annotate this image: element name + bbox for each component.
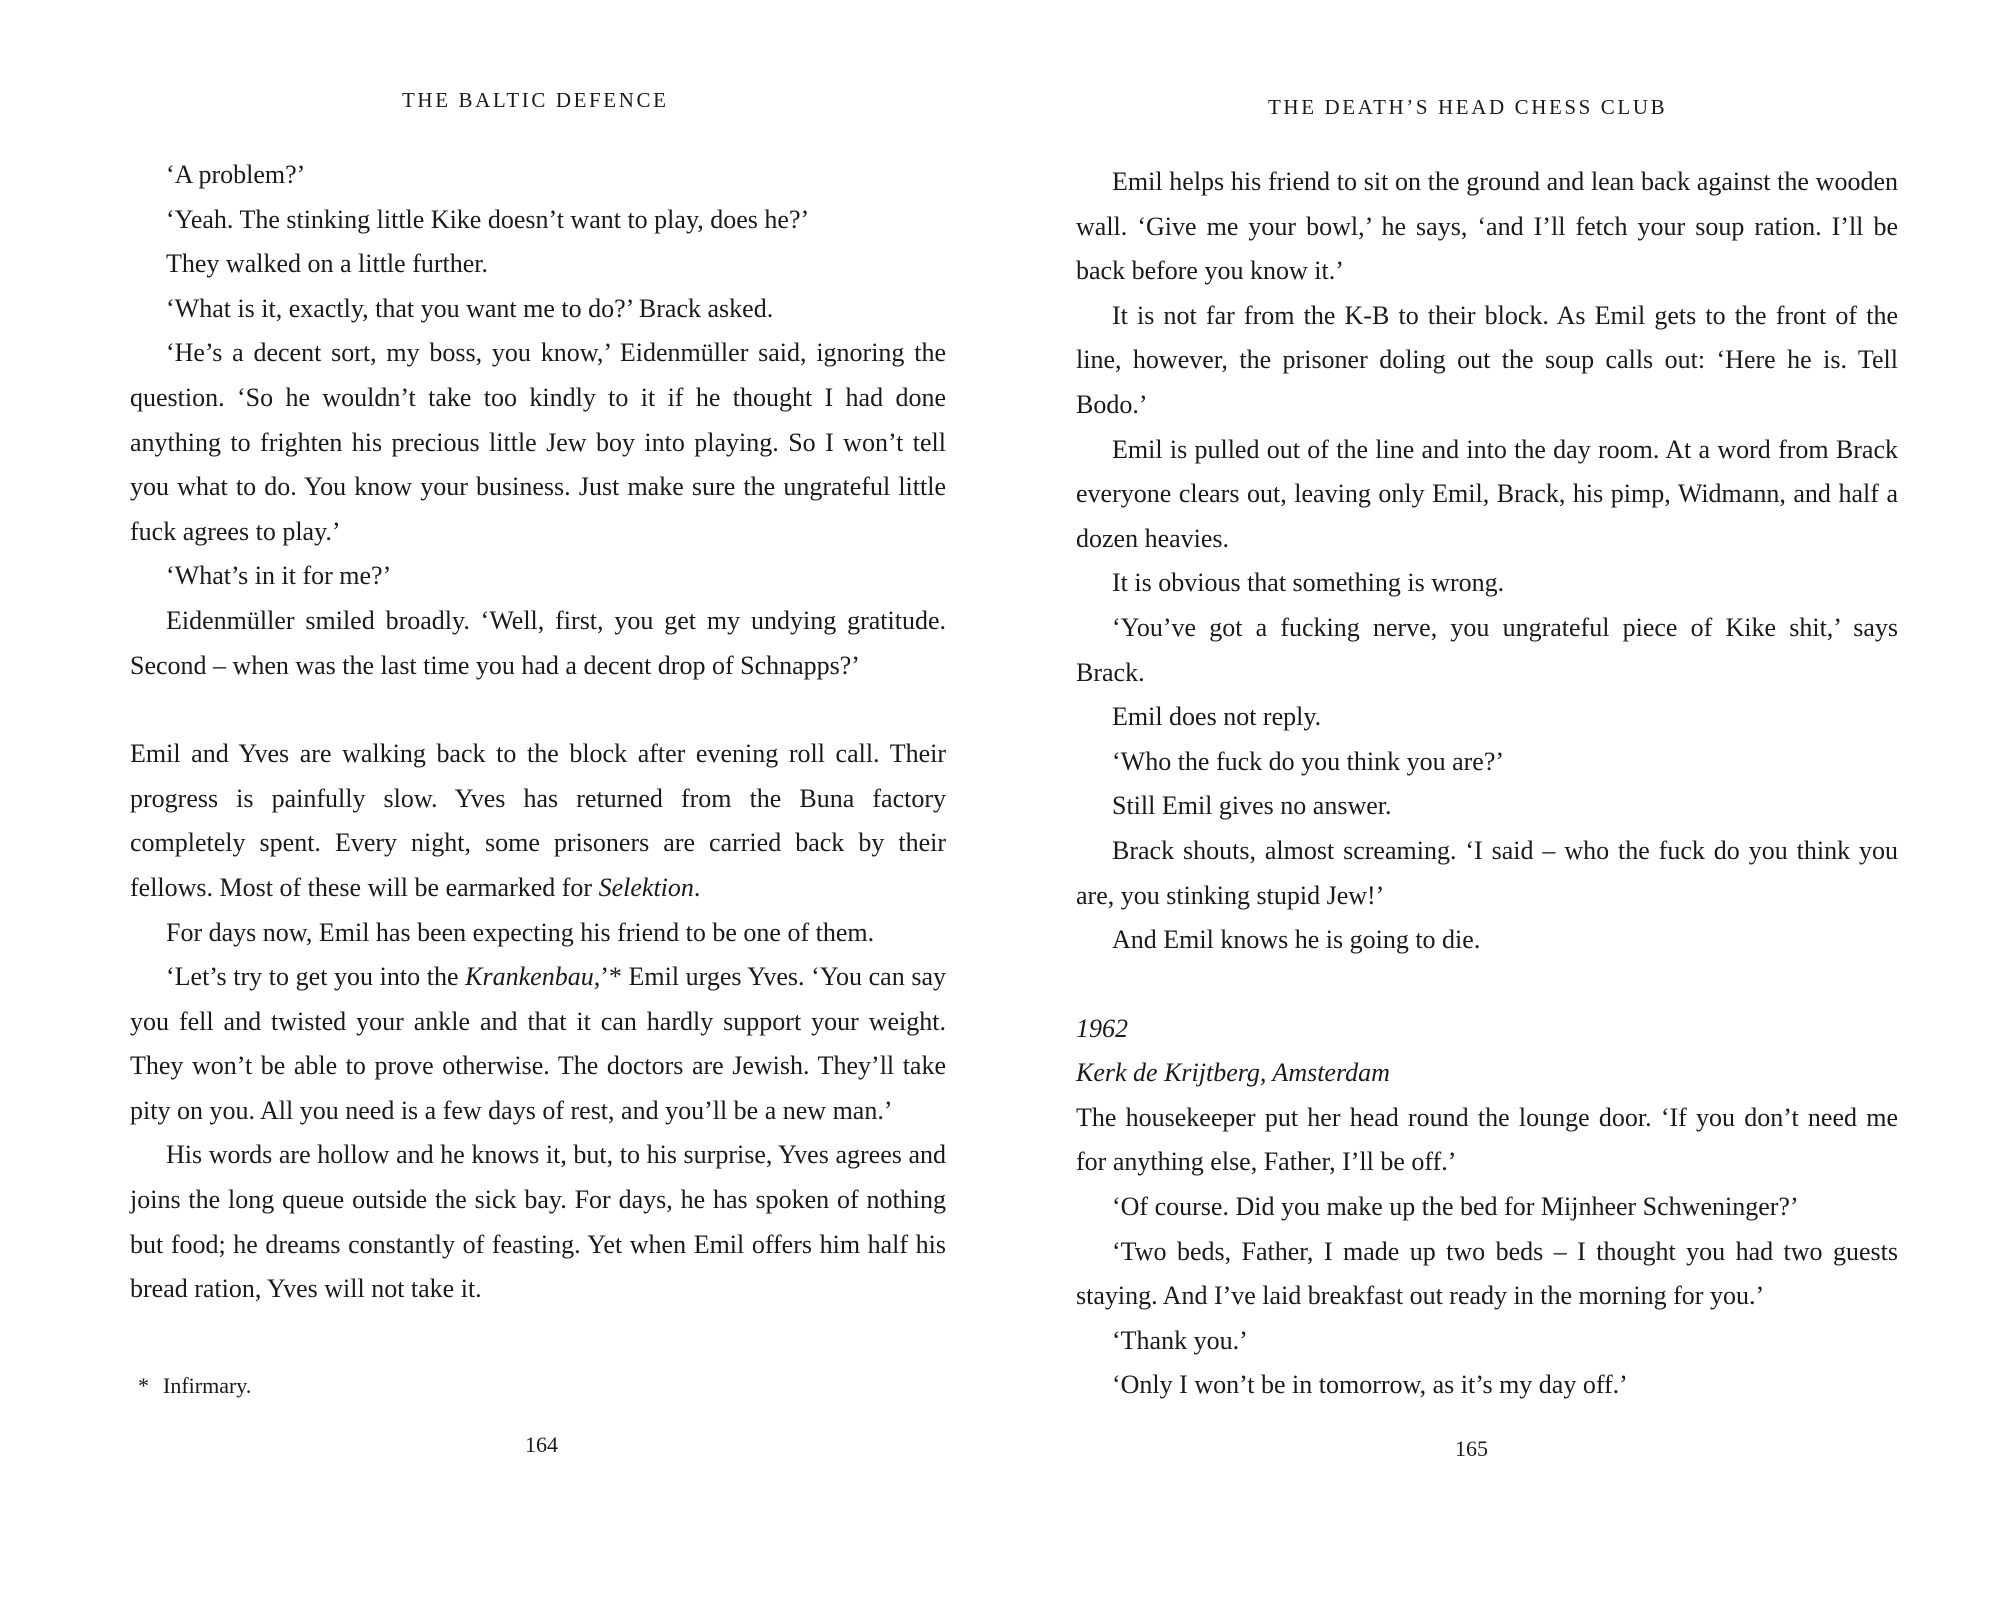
- paragraph: Emil is pulled out of the line and into the day room. At a word from Brack everyone clears out, leaving only Emil, Brack, his pimp, Widmann, and half a dozen heavies.: [1076, 434, 1898, 553]
- section-break: [130, 688, 946, 732]
- paragraph: Eidenmüller smiled broadly. ‘Well, first, you get my undying gratitude. Second – when was the last time you had a decent drop of Schnapps?’: [130, 605, 946, 680]
- paragraph: ‘Who the fuck do you think you are?’: [1112, 746, 1505, 776]
- right-page-text: [1076, 160, 1898, 1408]
- paragraph: His words are hollow and he knows it, but, to his surprise, Yves agrees and joins the long queue outside the sick bay. For days, he has spoken of nothing but food; he dreams constantly of feasting. Yet when Emil offers him half his bread ration, Yves will not take it.: [130, 1140, 946, 1304]
- paragraph: Emil helps his friend to sit on the ground and lean back against the wooden wall. ‘Give me your bowl,’ he says, ‘and I’ll fetch your soup ration. I’ll be back before you know it.’: [1076, 167, 1898, 286]
- paragraph: ‘Of course. Did you make up the bed for Mijnheer Schweninger?’: [1112, 1192, 1799, 1222]
- paragraph: ‘What is it, exactly, that you want me to do?’ Brack asked.: [166, 293, 774, 323]
- paragraph: And Emil knows he is going to die.: [1112, 925, 1481, 955]
- paragraph: Still Emil gives no answer.: [1112, 791, 1392, 821]
- right-page: [1000, 0, 2000, 1616]
- paragraph: Brack shouts, almost screaming. ‘I said – who the fuck do you think you are, you stinking stupid Jew!’: [1076, 835, 1898, 910]
- paragraph: ‘He’s a decent sort, my boss, you know,’ Eidenmüller said, ignoring the question. ‘So he wouldn’t take too kindly to it if he thought I had done anything to frighten his precious little Jew boy into playing. So I won’t tell you what to do. You know your business. Just make sure the ungrateful little fuck agrees to play.’: [130, 338, 946, 546]
- paragraph: It is obvious that something is wrong.: [1112, 568, 1505, 598]
- page-number-left: 164: [525, 1432, 558, 1457]
- paragraph: ‘Let’s try to get you into the Krankenbau,’* Emil urges Yves. ‘You can say you fell and twisted your ankle and that it can hardly support your weight. They won’t be able to prove otherwise. The doctors are Jewish. They’ll take pity on you. All you need is a few days of rest, and you’ll be a new man.’: [130, 962, 946, 1125]
- paragraph: Emil does not reply.: [1112, 702, 1322, 732]
- dateline: 1962: [1076, 1013, 1128, 1043]
- page-number-right: 165: [1455, 1436, 1488, 1461]
- paragraph: They walked on a little further.: [166, 249, 489, 279]
- running-head-right: THE DEATH’S HEAD CHESS CLUB: [1268, 95, 1668, 119]
- paragraph: It is not far from the K-B to their block. As Emil gets to the front of the line, however, the prisoner doling out the soup calls out: ‘Here he is. Tell Bodo.’: [1076, 300, 1898, 419]
- paragraph: ‘Two beds, Father, I made up two beds – I thought you had two guests staying. And I’ve laid breakfast out ready in the morning for you.’: [1076, 1236, 1898, 1311]
- section-break: [1076, 963, 1898, 1007]
- footnote-text: Infirmary.: [163, 1373, 252, 1398]
- footnote-mark: *: [138, 1373, 149, 1398]
- left-page-text: [130, 153, 946, 1312]
- paragraph: ‘A problem?’: [166, 160, 306, 189]
- running-head-left: THE BALTIC DEFENCE: [402, 88, 669, 112]
- placeline: Kerk de Krijtberg, Amsterdam: [1076, 1058, 1390, 1088]
- paragraph: ‘What’s in it for me?’: [166, 561, 392, 591]
- paragraph: For days now, Emil has been expecting his friend to be one of them.: [166, 917, 875, 947]
- paragraph: ‘You’ve got a fucking nerve, you ungrateful piece of Kike shit,’ says Brack.: [1076, 612, 1898, 687]
- paragraph: ‘Yeah. The stinking little Kike doesn’t want to play, does he?’: [166, 204, 810, 234]
- paragraph: Emil and Yves are walking back to the block after evening roll call. Their progress is painfully slow. Yves has returned from the Buna factory completely spent. Every night, some prisoners are carried back by their fellows. Most of these will be earmarked for Selektion.: [130, 739, 946, 902]
- footnote: [138, 1373, 251, 1399]
- paragraph: ‘Only I won’t be in tomorrow, as it’s my day off.’: [1112, 1370, 1628, 1400]
- paragraph: The housekeeper put her head round the lounge door. ‘If you don’t need me for anything else, Father, I’ll be off.’: [1076, 1102, 1898, 1177]
- paragraph: ‘Thank you.’: [1112, 1325, 1248, 1355]
